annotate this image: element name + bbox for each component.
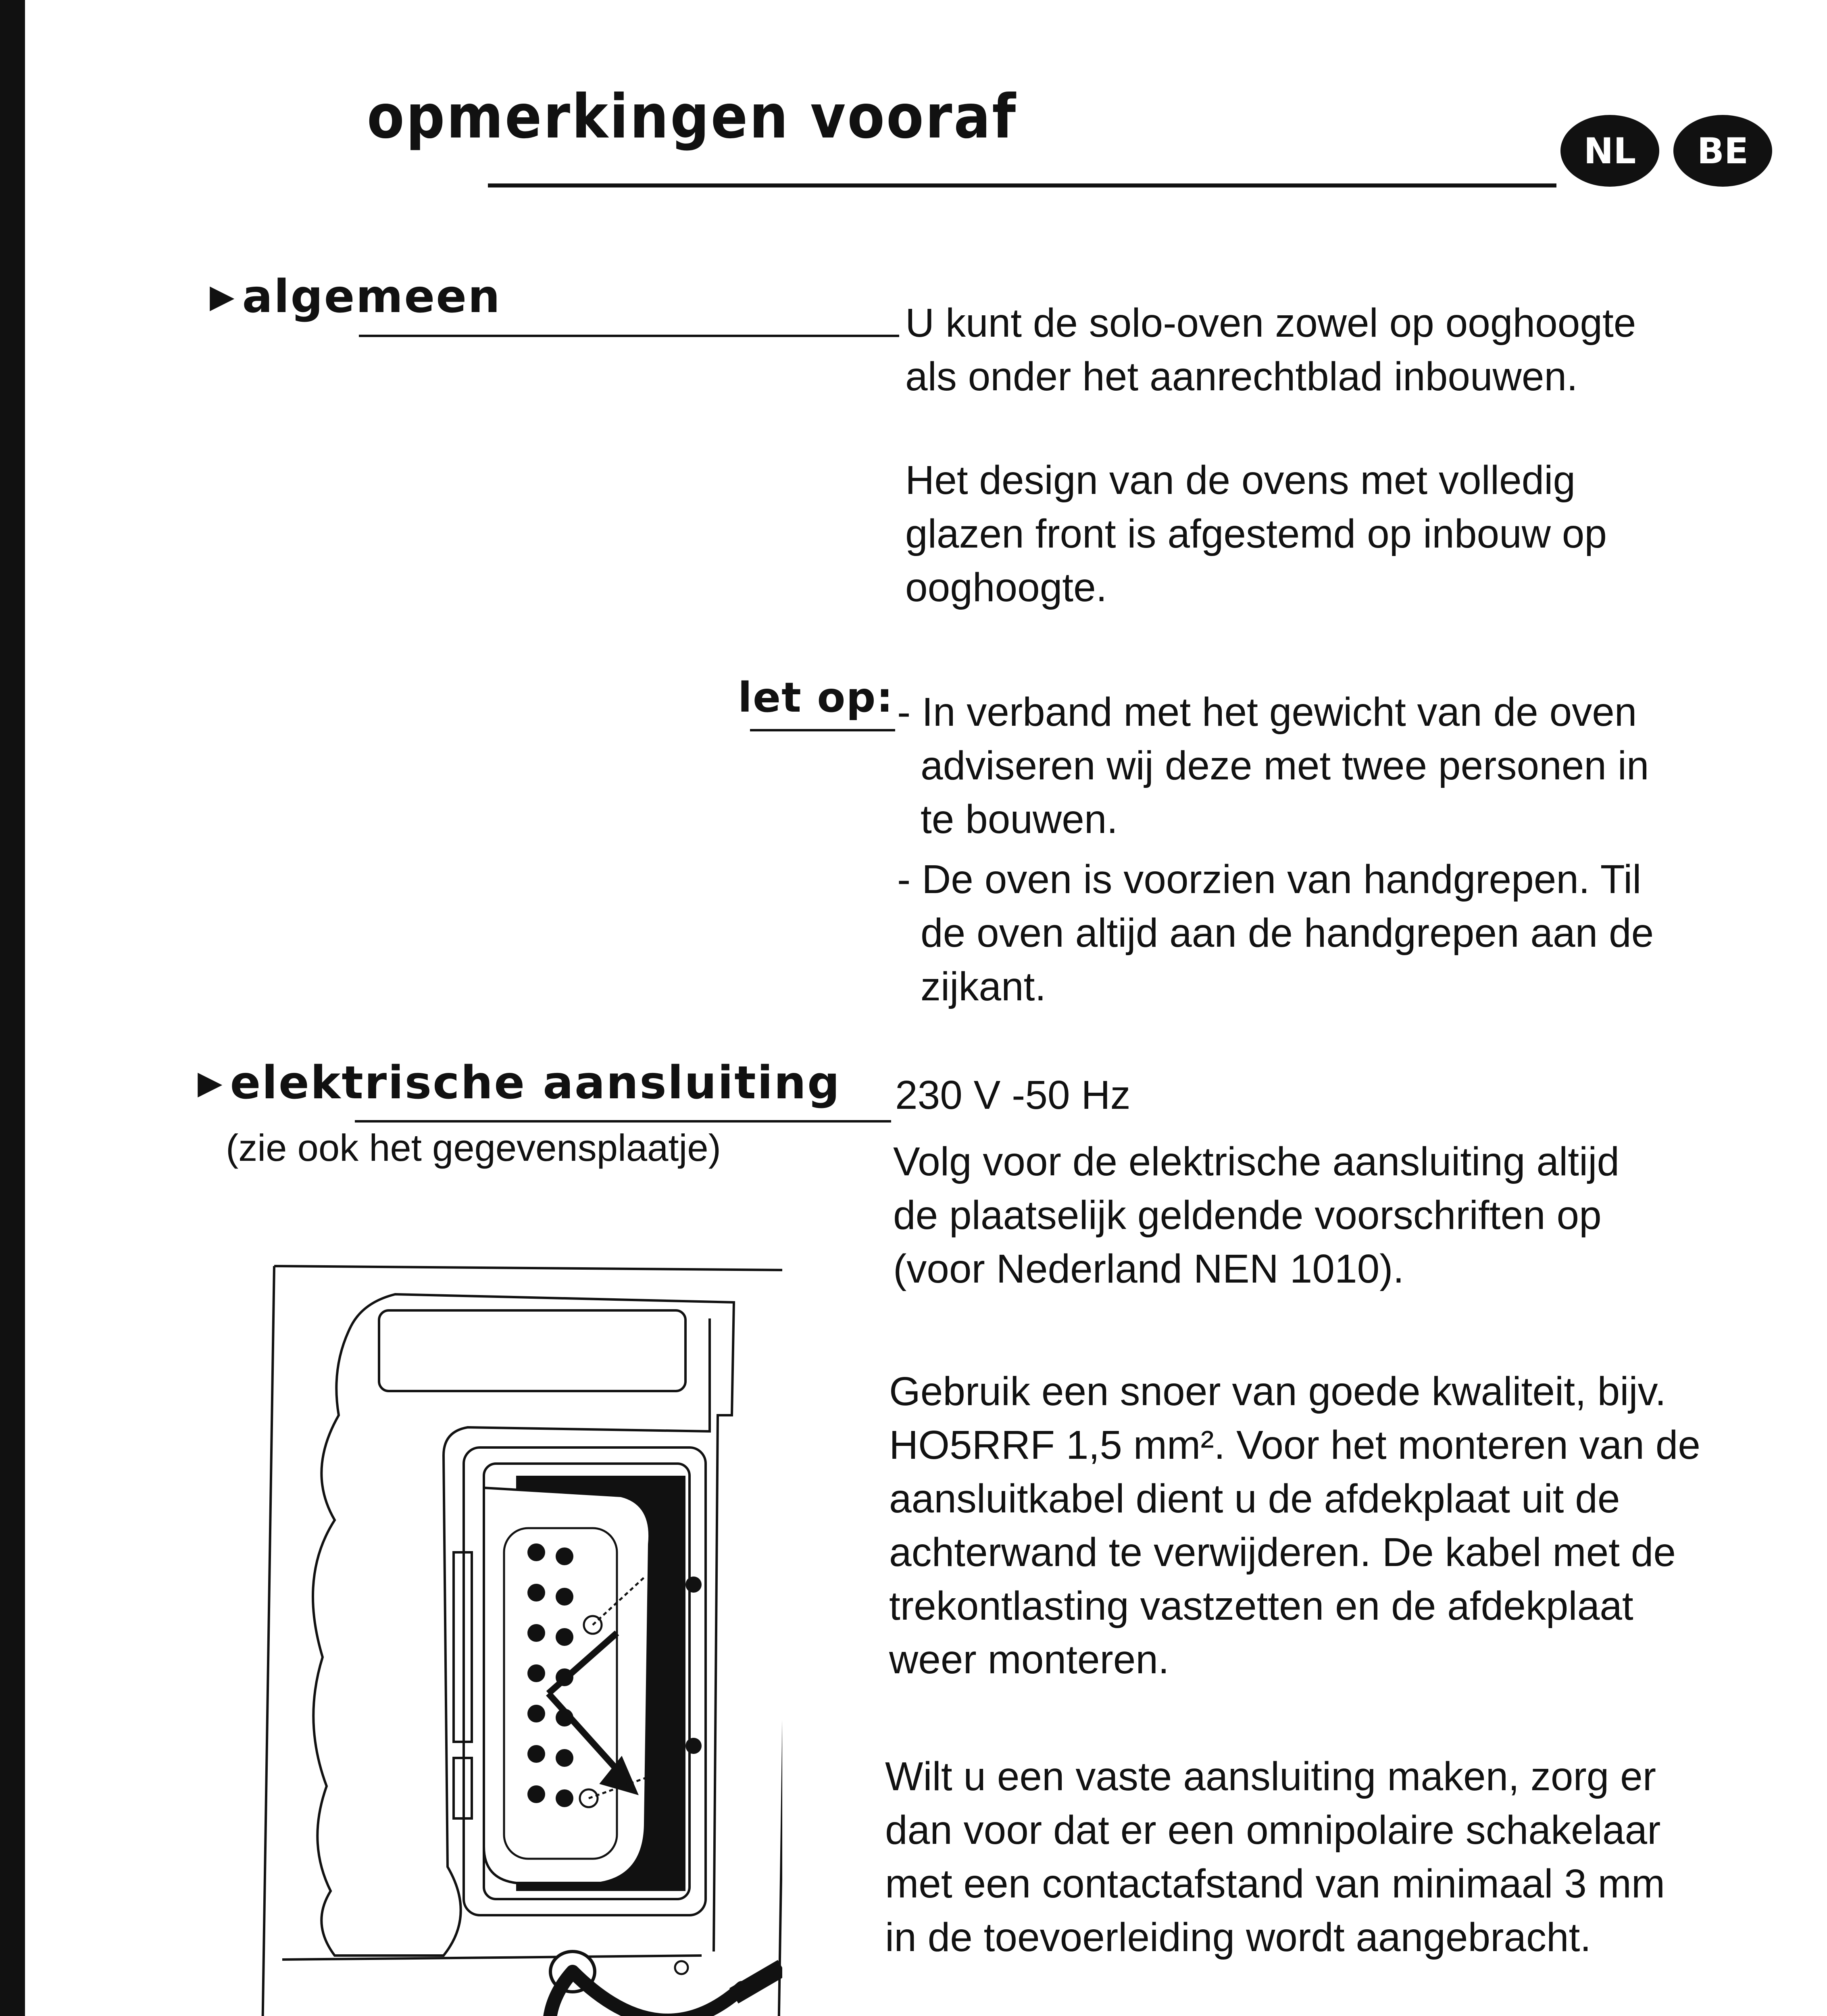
elektrisch-paragraph-2 xyxy=(889,1365,1700,1687)
scan-edge xyxy=(0,0,25,2016)
voltage-value: 230 V -50 Hz xyxy=(895,1073,1131,1118)
text-line: trekontlasting vastzetten en de afdekplaat xyxy=(889,1583,1633,1629)
text-line: ooghoogte. xyxy=(905,565,1107,610)
note-bullet-1 xyxy=(897,685,1649,846)
elektrisch-paragraph-1 xyxy=(893,1135,1619,1296)
triangle-right-icon: ▶ xyxy=(210,277,236,315)
note-bullet-2 xyxy=(897,853,1654,1014)
section-rule-algemeen xyxy=(359,335,899,337)
text-line: in de toevoerleiding wordt aangebracht. xyxy=(885,1915,1592,1960)
section-subheading: (zie ook het gegevensplaatje) xyxy=(226,1127,721,1169)
text-line: U kunt de solo-oven zowel op ooghoogte xyxy=(905,300,1636,346)
text-line: achterwand te verwijderen. De kabel met de xyxy=(889,1530,1676,1575)
text-line: - De oven is voorzien van handgrepen. Til xyxy=(897,857,1642,902)
algemeen-paragraph-1 xyxy=(905,296,1636,404)
text-line: de oven altijd aan de handgrepen aan de xyxy=(921,910,1654,956)
text-line: HO5RRF 1,5 mm². Voor het monteren van de xyxy=(889,1422,1700,1468)
text-line: de plaatselijk geldende voorschriften op xyxy=(893,1193,1602,1238)
algemeen-paragraph-2 xyxy=(905,454,1607,614)
text-line: adviseren wij deze met twee personen in xyxy=(921,743,1649,788)
oven-connection-diagram-icon xyxy=(258,1262,782,2016)
text-line: (voor Nederland NEN 1010). xyxy=(893,1246,1404,1291)
text-line: Gebruik een snoer van goede kwaliteit, bijv. xyxy=(889,1369,1667,1414)
title-underline xyxy=(488,183,1556,187)
section-heading-elektrisch xyxy=(198,1057,841,1109)
language-badge-be: BE xyxy=(1673,115,1772,187)
language-badge-nl: NL xyxy=(1560,115,1659,187)
text-line: weer monteren. xyxy=(889,1637,1169,1682)
text-line: Volg voor de elektrische aansluiting altijd xyxy=(893,1139,1620,1184)
page-title: opmerkingen vooraf xyxy=(367,82,1018,152)
note-label: let op: xyxy=(738,674,894,722)
text-line: - In verband met het gewicht van de oven xyxy=(897,689,1637,735)
text-line: aansluitkabel dient u de afdekplaat uit de xyxy=(889,1476,1620,1521)
section-heading-elektrisch-label: elektrische aansluiting xyxy=(230,1057,841,1109)
note-label-rule xyxy=(750,729,895,731)
text-line: Wilt u een vaste aansluiting maken, zorg er xyxy=(885,1754,1656,1799)
section-heading-algemeen-label: algemeen xyxy=(242,271,501,323)
text-line: dan voor dat er een omnipolaire schakelaar xyxy=(885,1808,1661,1853)
text-line: Het design van de ovens met volledig xyxy=(905,458,1576,503)
text-line: zijkant. xyxy=(921,964,1046,1009)
text-line: te bouwen. xyxy=(921,797,1118,842)
text-line: glazen front is afgestemd op inbouw op xyxy=(905,511,1607,556)
section-rule-elektrisch xyxy=(355,1120,891,1123)
section-heading-algemeen xyxy=(210,271,501,323)
elektrisch-paragraph-3 xyxy=(885,1750,1665,1964)
triangle-right-icon: ▶ xyxy=(198,1064,224,1101)
text-line: met een contactafstand van minimaal 3 mm xyxy=(885,1861,1665,1906)
text-line: als onder het aanrechtblad inbouwen. xyxy=(905,354,1578,399)
